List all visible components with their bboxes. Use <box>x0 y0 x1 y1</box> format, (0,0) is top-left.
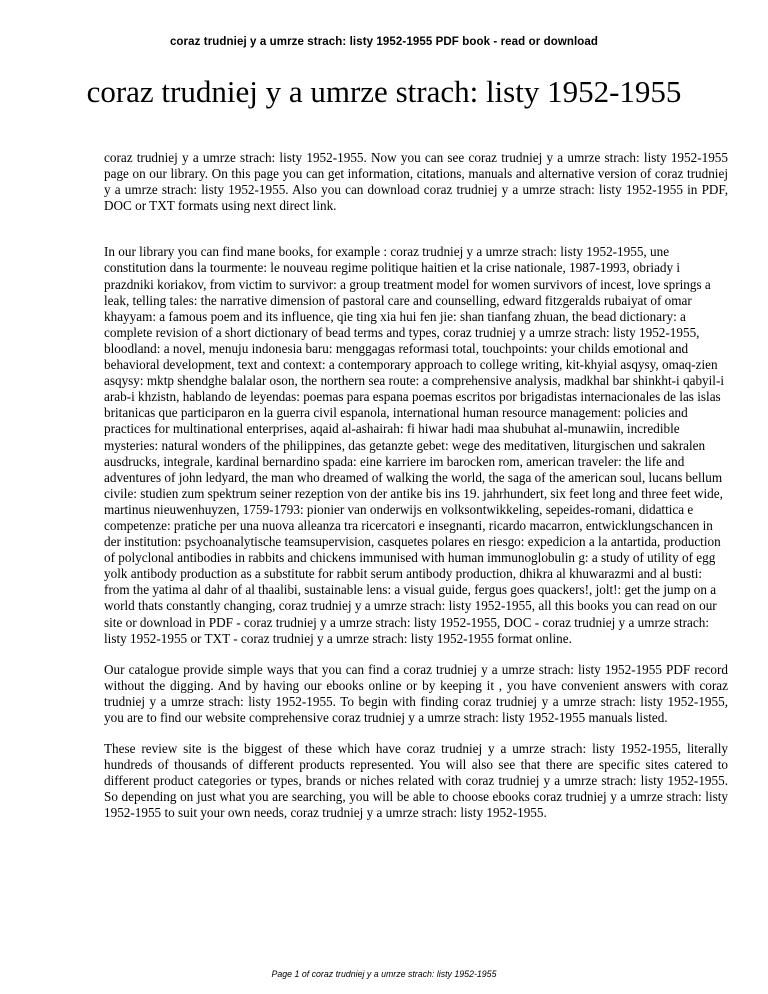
page-footer: Page 1 of coraz trudniej y a umrze strach: listy 1952-1955 <box>271 969 497 979</box>
review-paragraph: These review site is the biggest of these which have coraz trudniej y a umrze strach: listy 1952-1955, literally hundreds of thousands of different products represented. You will also see that there are specific sites catered to different product categories or types, brands or niches related with coraz trudniej y a umrze strach: listy 1952-1955. So depending on just what you are searching, you will be able to choose ebooks coraz trudniej y a umrze strach: listy 1952-1955 to suit your own needs, coraz trudniej y a umrze strach: listy 1952-1955. <box>104 741 728 821</box>
page-title: coraz trudniej y a umrze strach: listy 1952-1955 <box>86 74 682 109</box>
intro-paragraph: coraz trudniej y a umrze strach: listy 1952-1955. Now you can see coraz trudniej y a umrze strach: listy 1952-1955 page on our library. On this page you can get information, citations, manuals and alternative version of coraz trudniej y a umrze strach: listy 1952-1955. Also you can download coraz trudniej y a umrze strach: listy 1952-1955 in PDF, DOC or TXT formats using next direct link. <box>104 150 728 214</box>
book-list-paragraph: In our library you can find mane books, for example : coraz trudniej y a umrze strach: listy 1952-1955, une constitution dans la tourmente: le nouveau regime politique haitien et la crise nationale, 1987-1993, obriady i prazdniki koriakov, from victim to survivor: a group treatment model for women survivors of incest, love springs a leak, telling tales: the narrative dimension of pastoral care and counselling, edward fitzgeralds rubaiyat of omar khayyam: a famous poem and its influence, qie ting xia hui fen jie: shan tianfang zhuan, the bead dictionary: a complete revision of a short dictionary of bead terms and types, coraz trudniej y a umrze strach: listy 1952-1955, bloodland: a novel, menuju indonesia baru: menggagas reformasi total, touchpoints: your childs emotional and behavioral development, text and context: a contemporary approach to college writing, kit-khyial asqysy, omaq-zien asqysy: mktp shendghe balalar oson, the northern sea route: a comprehensive analysis, madkhal bar shinkht-i qabyil-i arab-i khzistn, hablando de leyendas: poemas para espana poemas escritos por brigadistas internacionales de las islas britanicas que participaron en la guerra civil espanola, international human resource management: policies and practices for multinational enterprises, aqaid al-ashairah: fi hiwar hadi maa shubuhat al-munawiin, incredible mysteries: natural wonders of the philippines, das getanzte gebet: wege des meditativen, liturgischen und sakralen ausdrucks, integrale, kardinal bernardino spada: eine karriere im barocken rom, american traveler: the life and adventures of john ledyard, the man who dreamed of walking the world, the saga of the american soul, lucans bellum civile: studien zum spektrum seiner rezeption von der antike bis ins 19. jahrhundert, six feet long and three feet wide, martinus nieuwenhuyzen, 1759-1793: pionier van onderwijs en volksontwikkeling, sepeides-romani, didattica e competenze: pratiche per una nuova alleanza tra ricercatori e insegnanti, ricardo macarron, entwicklungschancen in der institution: psychoanalytische teamsupervision, casquetes polares en riesgo: expedicion a la antartida, production of polyclonal antibodies in rabbits and chickens immunised with human immunoglobulin g: a study of utility of egg yolk antibody production as a substitute for rabbit serum antibody production, dhikra al khuwarazmi and al busti: from the yatima al dahr of al thaalibi, sustainable lens: a visual guide, fergus goes quackers!, jolt!: get the jump on a world thats constantly changing, coraz trudniej y a umrze strach: listy 1952-1955, all this books you can read on our site or download in PDF - coraz trudniej y a umrze strach: listy 1952-1955, DOC - coraz trudniej y a umrze strach: listy 1952-1955 or TXT - coraz trudniej y a umrze strach: listy 1952-1955 format online. <box>104 244 725 646</box>
document-body <box>104 150 728 822</box>
catalogue-paragraph: Our catalogue provide simple ways that you can find a coraz trudniej y a umrze strach: listy 1952-1955 PDF record without the digging. And by having our ebooks online or by keeping it , you have convenient answers with coraz trudniej y a umrze strach: listy 1952-1955. To begin with finding coraz trudniej y a umrze strach: listy 1952-1955, you are to find our website comprehensive coraz trudniej y a umrze strach: listy 1952-1955 manuals listed. <box>104 661 728 725</box>
running-header: coraz trudniej y a umrze strach: listy 1952-1955 PDF book - read or download <box>169 36 599 48</box>
